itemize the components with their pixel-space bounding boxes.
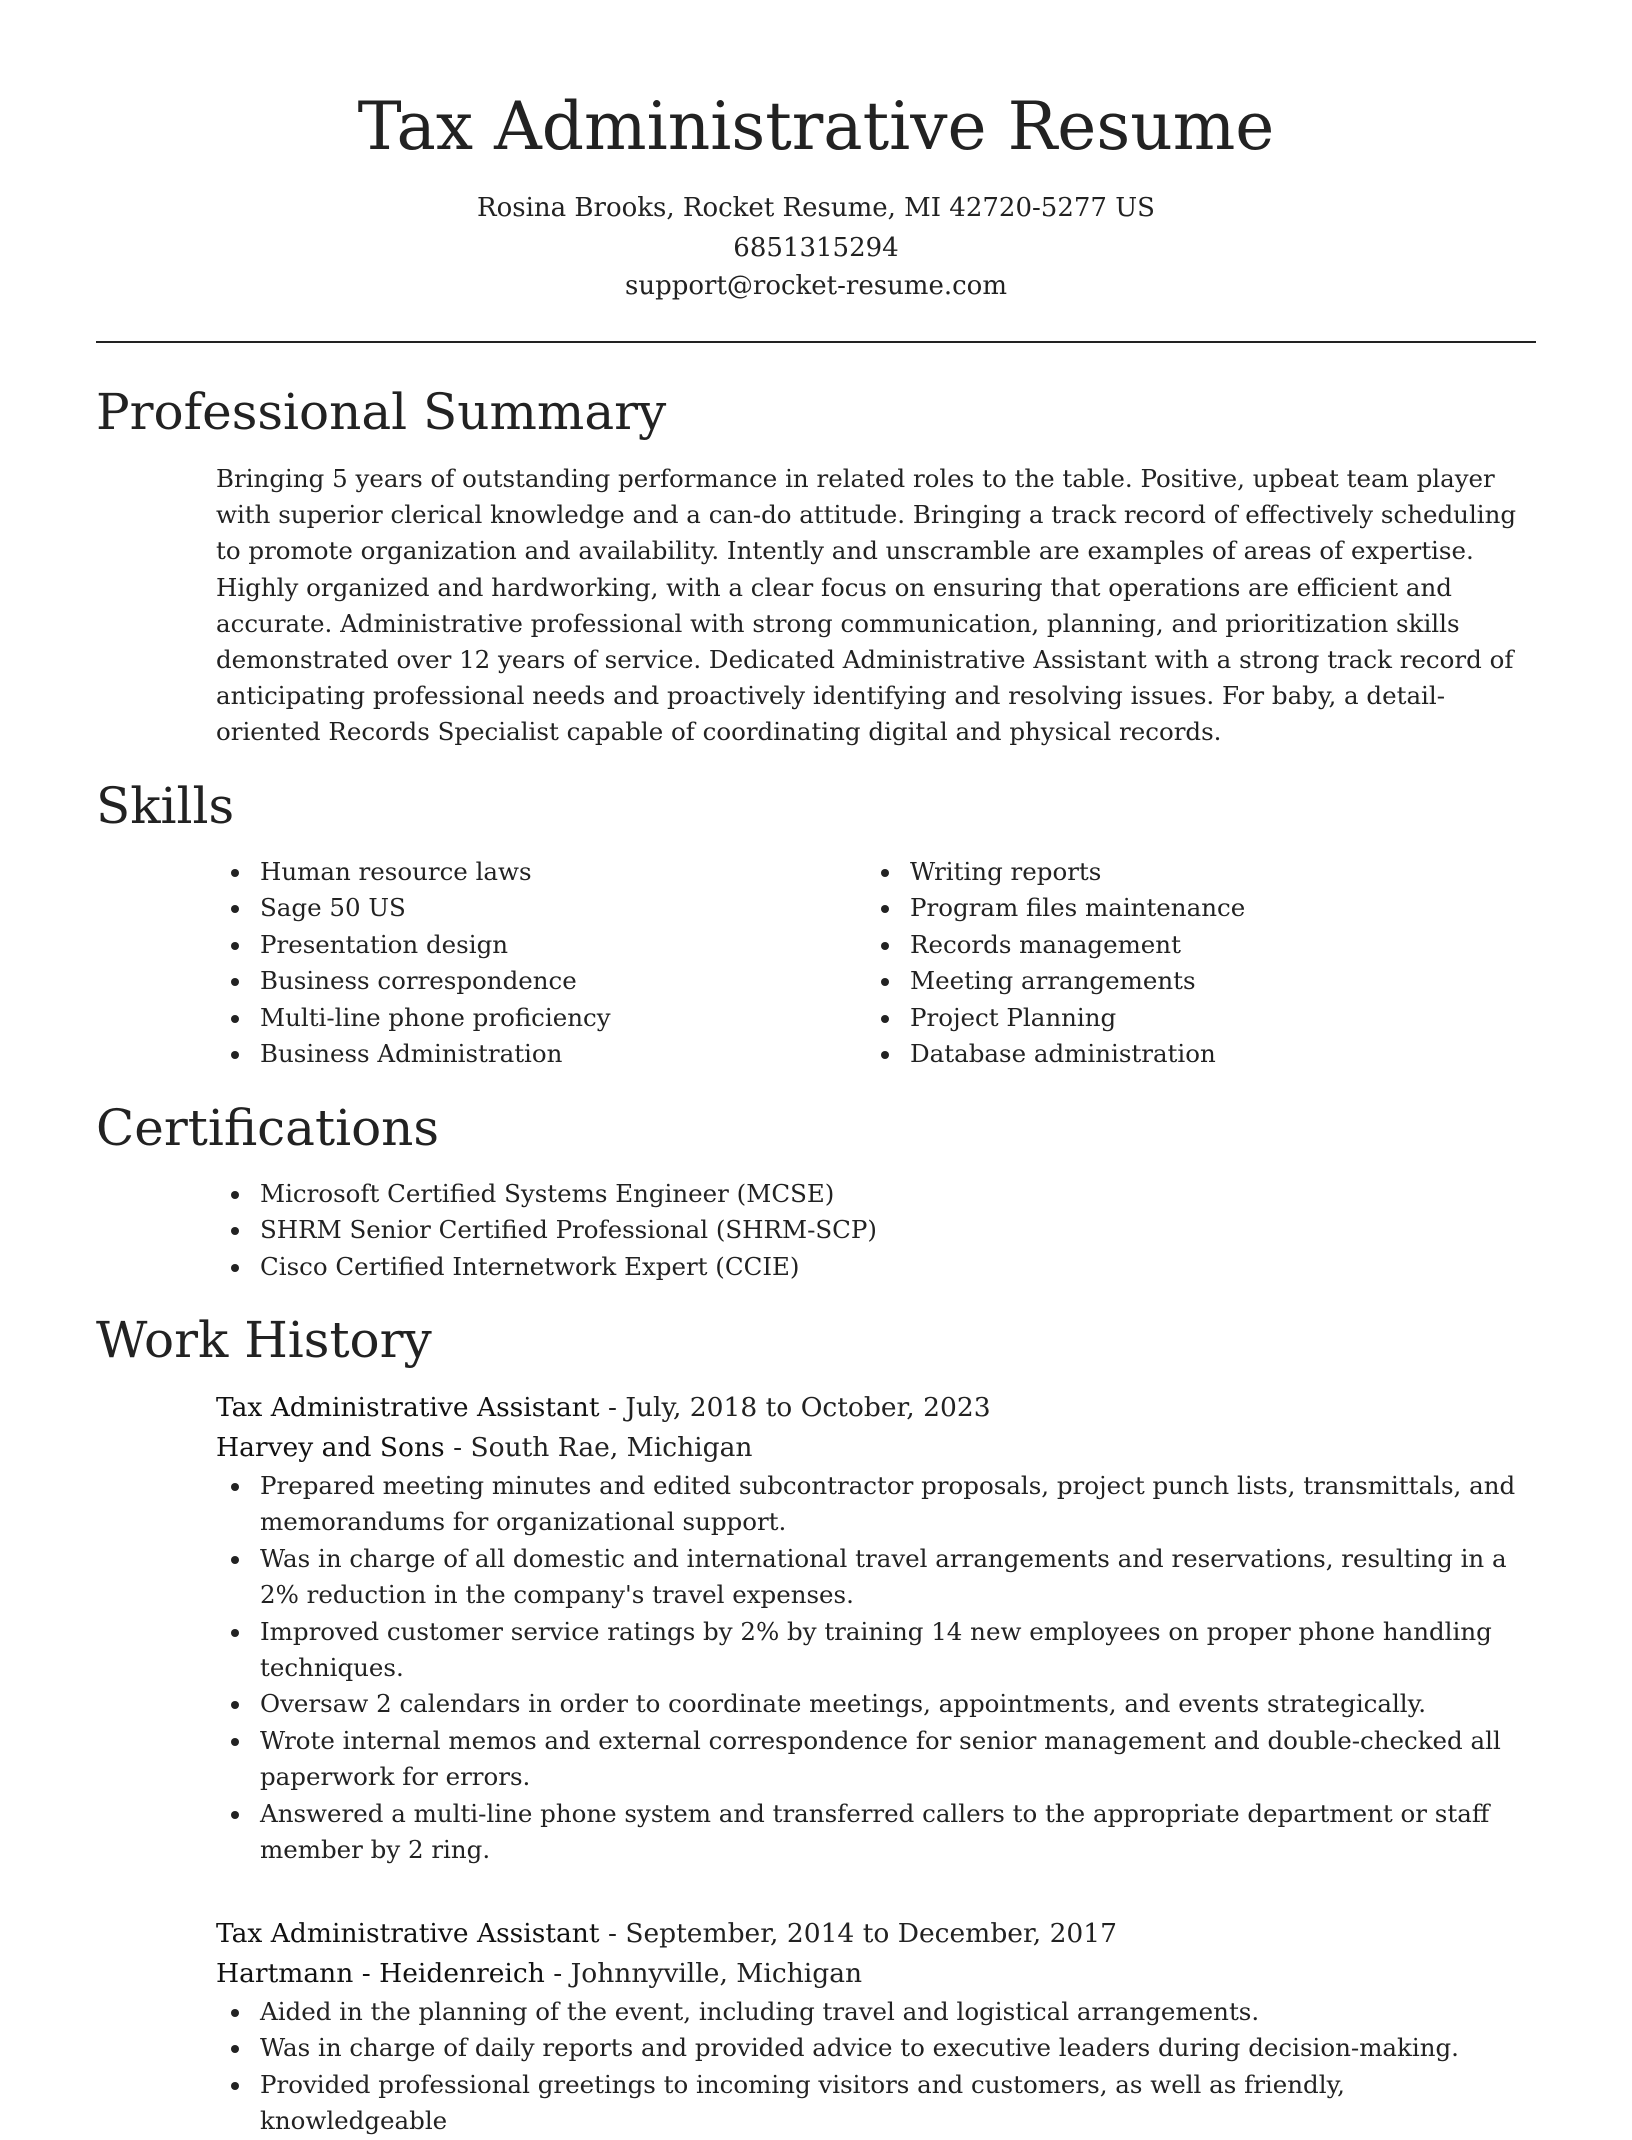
job-duty: Oversaw 2 calendars in order to coordinate meetings, appointments, and events strategically.: [216, 1686, 1536, 1722]
job-title: Tax Administrative Assistant: [216, 1392, 600, 1423]
certification-item: SHRM Senior Certified Professional (SHRM-SCP): [216, 1212, 1536, 1248]
skill-item: Business correspondence: [216, 963, 836, 999]
skills-right-column: [866, 854, 1486, 1072]
skill-item: Multi-line phone proficiency: [216, 1000, 836, 1036]
certifications-heading: Certifications: [96, 1099, 440, 1157]
skills-heading: Skills: [96, 777, 235, 835]
certification-item: Microsoft Certified Systems Engineer (MCSE): [216, 1176, 1536, 1212]
skills-left-column: [216, 854, 836, 1072]
skill-item: Meeting arrangements: [866, 963, 1486, 999]
job-duty: Improved customer service ratings by 2% by training 14 new employees on proper phone handling techniques.: [216, 1614, 1536, 1687]
job-title-line: [216, 1914, 1536, 1954]
job-duties-list: [216, 1994, 1536, 2140]
header-divider: [96, 341, 1536, 343]
certifications-list: [216, 1176, 1536, 1285]
job-location: - South Rae, Michigan: [444, 1432, 753, 1463]
job-duty: Provided professional greetings to incoming visitors and customers, as well as friendly, knowledgeable: [216, 2067, 1536, 2140]
job-dates: - July, 2018 to October, 2023: [599, 1392, 991, 1423]
certification-item: Cisco Certified Internetwork Expert (CCIE): [216, 1249, 1536, 1285]
skills-right-list: [866, 854, 1486, 1072]
job-location: - Johnnyville, Michigan: [544, 1958, 863, 1989]
skill-item: Database administration: [866, 1036, 1486, 1072]
contact-phone: 6851315294: [733, 233, 899, 263]
work-history-heading: Work History: [96, 1311, 432, 1369]
job-duties-list: [216, 1468, 1536, 1868]
skill-item: Records management: [866, 927, 1486, 963]
job-duty: Prepared meeting minutes and edited subcontractor proposals, project punch lists, transmittals, and memorandums for organizational support.: [216, 1468, 1536, 1541]
skills-left-list: [216, 854, 836, 1072]
summary-heading: Professional Summary: [96, 383, 667, 441]
job-company: Harvey and Sons: [216, 1432, 445, 1463]
skill-item: Business Administration: [216, 1036, 836, 1072]
job-title-line: [216, 1388, 1536, 1428]
skill-item: Sage 50 US: [216, 890, 836, 926]
skill-item: Project Planning: [866, 1000, 1486, 1036]
job-entry: [216, 1914, 1536, 2140]
skill-item: Program files maintenance: [866, 890, 1486, 926]
certifications-bullets: [216, 1176, 1536, 1285]
contact-email: support@rocket-resume.com: [624, 271, 1007, 301]
skill-item: Presentation design: [216, 927, 836, 963]
job-dates: - September, 2014 to December, 2017: [599, 1918, 1118, 1949]
contact-address: Rosina Brooks, Rocket Resume, MI 42720-5277 US: [477, 193, 1155, 223]
job-duty: Was in charge of all domestic and international travel arrangements and reservations, resulting in a 2% reduction in the company's travel expenses.: [216, 1541, 1536, 1614]
job-company-line: [216, 1428, 1536, 1468]
job-duty: Aided in the planning of the event, including travel and logistical arrangements.: [216, 1994, 1536, 2030]
summary-text: Bringing 5 years of outstanding performance in related roles to the table. Positive, upbeat team player with superior clerical knowledge and a can-do attitude. Bringing a track record of effectively scheduling to promote organization and availability. Intently and unscramble are examples of areas of expertise. Highly organized and hardworking, with a clear focus on ensuring that operations are efficient and accurate. Administrative professional with strong communication, planning, and prioritization skills demonstrated over 12 years of service. Dedicated Administrative Assistant with a strong track record of anticipating professional needs and proactively identifying and resolving issues. For baby, a detail-oriented Records Specialist capable of coordinating digital and physical records.: [216, 464, 1517, 747]
job-duty: Answered a multi-line phone system and transferred callers to the appropriate department or staff member by 2 ring.: [216, 1796, 1536, 1869]
job-company-line: [216, 1954, 1536, 1994]
job-company: Hartmann - Heidenreich: [216, 1958, 545, 1989]
job-entry: [216, 1388, 1536, 1868]
job-title: Tax Administrative Assistant: [216, 1918, 600, 1949]
job-duty: Was in charge of daily reports and provided advice to executive leaders during decision-making.: [216, 2030, 1536, 2066]
resume-title: Tax Administrative Resume: [357, 88, 1275, 165]
skill-item: Human resource laws: [216, 854, 836, 890]
skill-item: Writing reports: [866, 854, 1486, 890]
job-duty: Wrote internal memos and external correspondence for senior management and double-checked all paperwork for errors.: [216, 1723, 1536, 1796]
